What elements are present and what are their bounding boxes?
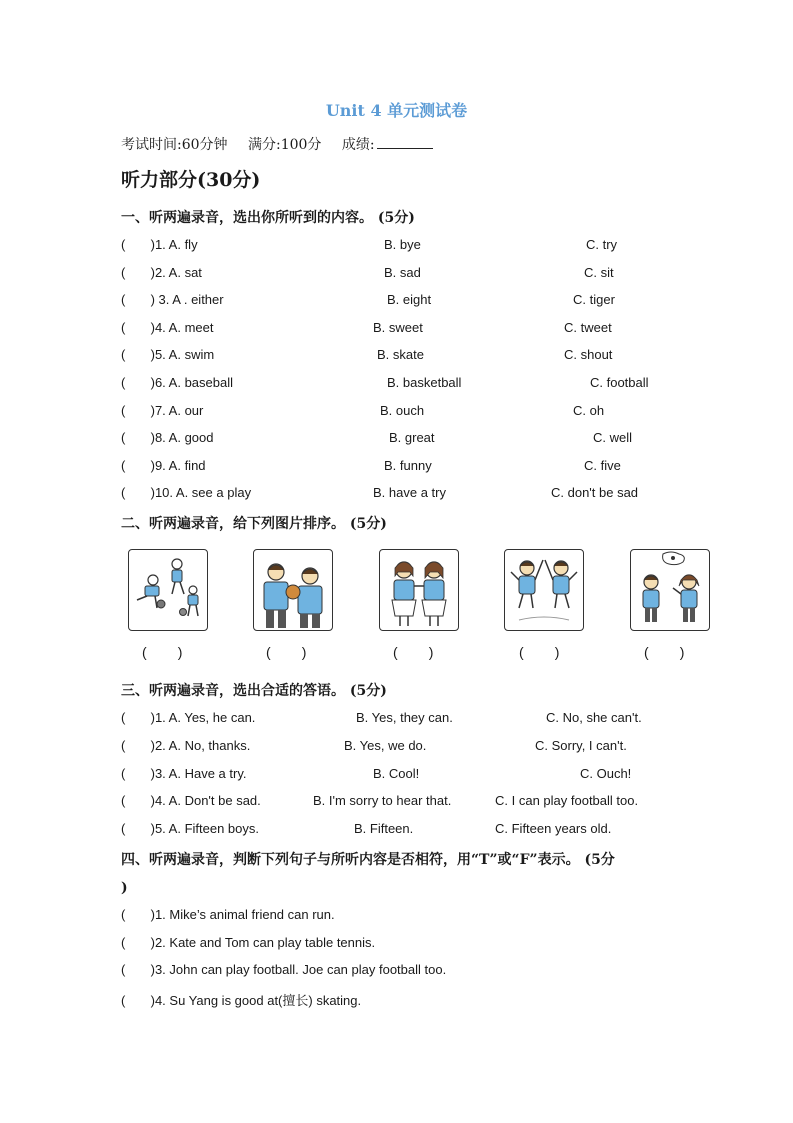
s1-row: [0, 320, 793, 340]
s3-question[interactable]: ( )3. A. Have a try.: [121, 766, 247, 781]
s4-row: [0, 907, 793, 927]
s1-question[interactable]: ( )1. A. fly: [121, 237, 198, 252]
full-score: 满分:100分: [247, 137, 322, 153]
exam-meta: [121, 134, 433, 154]
s3-question[interactable]: ( )4. A. Don't be sad.: [121, 793, 261, 808]
part-title: 听力部分(30分): [121, 169, 261, 191]
s1-option-c: C. well: [593, 430, 633, 445]
s1-option-b: B. eight: [387, 292, 432, 307]
s1-option-b: B. sweet: [373, 320, 423, 335]
s3-option-c: C. No, she can't.: [546, 710, 642, 725]
s4-statement[interactable]: ( )2. Kate and Tom can play table tennis.: [121, 935, 376, 950]
s1-option-b: B. funny: [384, 458, 432, 473]
s1-option-c: C. sit: [584, 265, 614, 280]
boys-holding-ball-icon: [254, 550, 332, 630]
s1-option-c: C. try: [586, 237, 618, 252]
s1-row: [0, 485, 793, 505]
s1-row: [0, 265, 793, 285]
s1-option-b: B. bye: [384, 237, 421, 252]
s3-option-b: B. Yes, they can.: [356, 710, 453, 725]
s4-statement[interactable]: ( )1. Mike’s animal friend can run.: [121, 907, 335, 922]
s1-option-b: B. sad: [384, 265, 421, 280]
s1-option-c: C. tweet: [564, 320, 612, 335]
s3-question[interactable]: ( )2. A. No, thanks.: [121, 738, 251, 753]
s1-question[interactable]: ( )9. A. find: [121, 458, 206, 473]
picture-1-answer[interactable]: ( ): [142, 644, 183, 660]
s4-row: [0, 990, 793, 1010]
picture-5-answer[interactable]: ( ): [644, 644, 685, 660]
s1-question[interactable]: ( )8. A. good: [121, 430, 214, 445]
s1-row: [0, 403, 793, 423]
s4-row: [0, 935, 793, 955]
picture-4-answer[interactable]: ( ): [519, 644, 560, 660]
s3-option-b: B. Cool!: [373, 766, 420, 781]
s4-statement[interactable]: ( )4. Su Yang is good at(擅长) skating.: [121, 993, 362, 1008]
picture-5: [630, 549, 710, 631]
page-title: Unit 4 单元测试卷: [325, 101, 468, 120]
s1-question[interactable]: ( )7. A. our: [121, 403, 204, 418]
s1-row: [0, 292, 793, 312]
s1-option-c: C. five: [584, 458, 621, 473]
s3-option-b: B. Yes, we do.: [344, 738, 427, 753]
s1-option-c: C. shout: [564, 347, 613, 362]
s1-option-c: C. football: [590, 375, 649, 390]
section-4-title-cont: ): [121, 880, 128, 896]
picture-3-answer[interactable]: ( ): [393, 644, 434, 660]
s1-question[interactable]: ( )2. A. sat: [121, 265, 202, 280]
kids-playing-ball-icon: [129, 550, 207, 630]
s1-option-b: B. have a try: [373, 485, 446, 500]
s3-option-c: C. I can play football too.: [495, 793, 639, 808]
s1-option-b: B. basketball: [387, 375, 462, 390]
s1-question[interactable]: ( )6. A. baseball: [121, 375, 233, 390]
s1-option-b: B. skate: [377, 347, 424, 362]
s1-question[interactable]: ( ) 3. A . either: [121, 292, 224, 307]
picture-4: [504, 549, 584, 631]
section-1-title: 一、听两遍录音，选出你所听到的内容。 (5分): [121, 210, 415, 226]
s1-question[interactable]: ( )10. A. see a play: [121, 485, 252, 500]
s4-row: [0, 962, 793, 982]
section-4-title: 四、听两遍录音，判断下列句子与所听内容是否相符，用“T”或“F”表示。 (5分: [121, 852, 615, 868]
score-blank[interactable]: [377, 136, 433, 149]
s3-row: [0, 710, 793, 730]
s3-row: [0, 766, 793, 786]
s4-statement[interactable]: ( )3. John can play football. Joe can play football too.: [121, 962, 447, 977]
picture-row: [0, 549, 793, 669]
picture-2: [253, 549, 333, 631]
s3-question[interactable]: ( )5. A. Fifteen boys.: [121, 821, 259, 836]
s1-row: [0, 430, 793, 450]
s1-question[interactable]: ( )5. A. swim: [121, 347, 215, 362]
s1-option-c: C. oh: [573, 403, 605, 418]
score-label: 成绩:: [341, 137, 375, 153]
s3-row: [0, 738, 793, 758]
picture-3: [379, 549, 459, 631]
s3-option-c: C. Fifteen years old.: [495, 821, 612, 836]
s3-row: [0, 821, 793, 841]
section-3-title: 三、听两遍录音，选出合适的答语。 (5分): [121, 683, 387, 699]
s3-question[interactable]: ( )1. A. Yes, he can.: [121, 710, 256, 725]
s1-row: [0, 458, 793, 478]
s3-option-b: B. I'm sorry to hear that.: [313, 793, 452, 808]
s3-option-b: B. Fifteen.: [354, 821, 414, 836]
s1-option-b: B. ouch: [380, 403, 425, 418]
section-2-title: 二、听两遍录音，给下列图片排序。 (5分): [121, 516, 387, 532]
s3-row: [0, 793, 793, 813]
s3-option-c: C. Sorry, I can't.: [535, 738, 627, 753]
s1-option-c: C. don't be sad: [551, 485, 639, 500]
s1-row: [0, 347, 793, 367]
s1-option-b: B. great: [389, 430, 435, 445]
s1-option-c: C. tiger: [573, 292, 615, 307]
picture-2-answer[interactable]: ( ): [266, 644, 307, 660]
s1-question[interactable]: ( )4. A. meet: [121, 320, 214, 335]
picture-1: [128, 549, 208, 631]
s1-row: [0, 237, 793, 257]
girls-together-icon: [380, 550, 458, 630]
s3-option-c: C. Ouch!: [580, 766, 632, 781]
kids-jumping-icon: [505, 550, 583, 630]
exam-time: 考试时间:60分钟: [121, 137, 228, 153]
kids-talking-icon: [631, 550, 709, 630]
s1-row: [0, 375, 793, 395]
